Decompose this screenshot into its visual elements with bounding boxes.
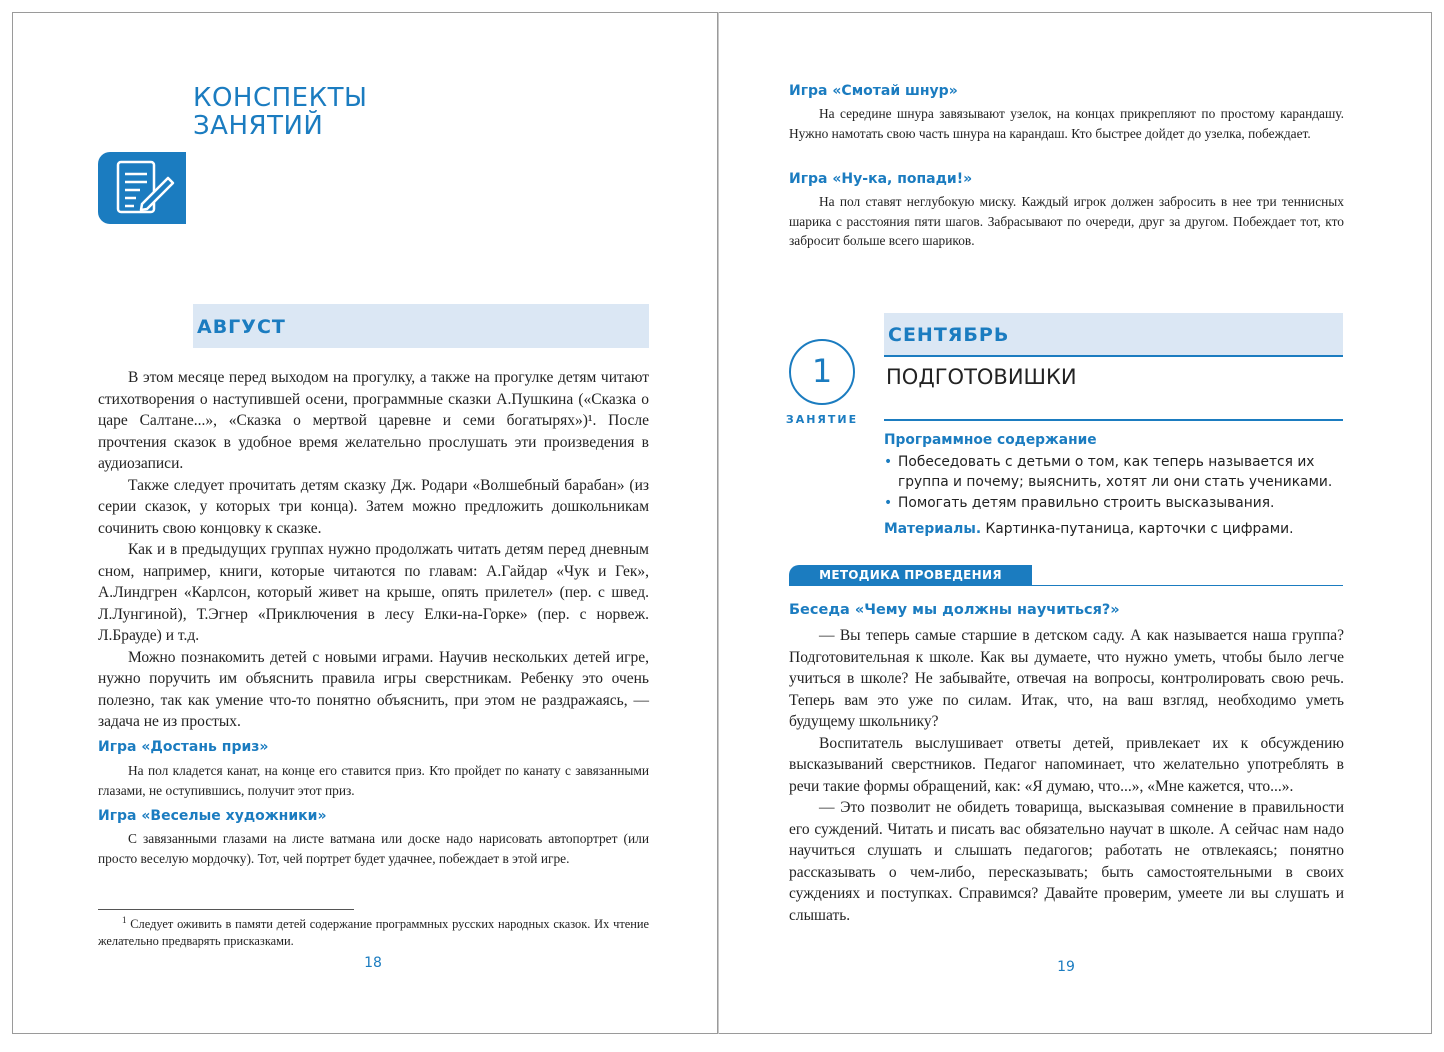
left-body-text	[98, 367, 649, 733]
footnote-text: Следует оживить в памяти детей содержание программных русских народных сказок. Их чтение желательно предварять присказками.	[98, 917, 649, 948]
section-heading	[193, 84, 367, 140]
spine	[718, 12, 719, 1034]
bullet-text: Побеседовать с детьми о том, как теперь называется их группа и почему; выяснить, хотят ли они стать учениками.	[898, 454, 1333, 490]
game-description: С завязанными глазами на листе ватмана или доске надо нарисовать автопортрет (или просто веселую мордочку). Тот, чей портрет будет удачнее, побеждает в этой игре.	[98, 831, 649, 866]
method-rule	[1032, 585, 1343, 586]
game-description: На середине шнура завязывают узелок, на концах прикрепляют по простому карандашу. Нужно намотать свою часть шнура на карандаш. Кто быстрее дойдет до узелка, побеждает.	[789, 106, 1344, 141]
page-number: 18	[364, 955, 382, 971]
month-band	[884, 313, 1343, 357]
right-body-text	[789, 625, 1344, 926]
materials-label: Материалы.	[884, 521, 982, 537]
method-tab	[789, 565, 1032, 586]
bullet-text: Помогать детям правильно строить высказывания.	[898, 495, 1275, 511]
game-text	[789, 192, 1344, 251]
group-rule	[884, 419, 1343, 421]
group-title: ПОДГОТОВИШКИ	[886, 365, 1077, 389]
game-title: Игра «Достань приз»	[98, 739, 269, 755]
lesson-badge	[789, 339, 855, 405]
game-text	[98, 761, 649, 800]
program-content	[884, 430, 1344, 539]
paragraph: Воспитатель выслушивает ответы детей, привлекает их к обсуждению высказываний сверстников. Педагог напоминает, что желательно употреблять в речи такие формы обращений, как: «Я думаю, что...», «Мне кажется, что...».	[789, 734, 1344, 795]
lesson-number: 1	[811, 352, 833, 390]
footnote-mark: 1	[122, 915, 127, 925]
paragraph: — Вы теперь самые старшие в детском саду. А как называется наша группа? Подготовительная к школе. Как вы думаете, что нужно уметь, чтобы было легче учиться в школе? Не забывайте, отвечая на вопросы, контролировать свою речь. Теперь вам это уже по силам. Итак, что, на ваш взгляд, необходимо уметь будущему школьнику?	[789, 627, 1344, 730]
month-title: СЕНТЯБРЬ	[888, 324, 1010, 346]
paragraph: Также следует прочитать детям сказку Дж. Родари «Волшебный барабан» (из серии сказок, у которых три конца). Затем можно предложить дошкольникам сочинить свою концовку к сказке.	[98, 476, 649, 537]
method-tab-label: МЕТОДИКА ПРОВЕДЕНИЯ	[819, 568, 1002, 582]
game-text	[789, 104, 1344, 143]
paragraph: — Это позволит не обидеть товарища, высказывая сомнение в правильности его суждений. Читать и писать вас обязательно научат в школе. А сейчас нам надо научиться слушать и слышать педагогов; работать не отвлекаясь; понятно рассказывать о чем-либо, пересказывать; быть самостоятельными в своих суждениях и поступках. Справимся? Давайте проверим, умеете ли вы слушать и слышать.	[789, 799, 1344, 924]
bullet-marker: •	[884, 495, 893, 511]
talk-title: Беседа «Чему мы должны научиться?»	[789, 602, 1120, 618]
bullet-item	[884, 452, 1344, 492]
game-title: Игра «Веселые художники»	[98, 808, 327, 824]
game-title: Игра «Смотай шнур»	[789, 83, 958, 99]
page-number: 19	[1057, 959, 1075, 975]
document-pencil-icon	[98, 152, 186, 224]
lesson-label: ЗАНЯТИЕ	[785, 413, 859, 426]
game-description: На пол ставят неглубокую миску. Каждый игрок должен забросить в нее три теннисных шарика с расстояния пяти шагов. Забрасывают по очереди, друг за другом. Побеждает тот, кто забросит больше всего шариков.	[789, 194, 1344, 248]
month-title: АВГУСТ	[197, 316, 286, 338]
notes-icon-box	[98, 152, 186, 224]
paragraph: Как и в предыдущих группах нужно продолжать читать детям перед дневным сном, например, книги, которые читаются по главам: А.Гайдар «Чук и Гек», А.Линдгрен «Карлсон, который живет на крыше, опять прилетел» (пер. с швед. Л.Лунгиной), Т.Эгнер «Приключения в лесу Елки-на-Горке» (пер. с норвеж. Л.Брауде) и т.д.	[98, 541, 649, 644]
program-title: Программное содержание	[884, 432, 1097, 448]
bullet-item	[884, 493, 1344, 513]
footnote	[98, 912, 649, 949]
game-text	[98, 829, 649, 868]
game-description: На пол кладется канат, на конце его ставится приз. Кто пройдет по канату с завязанными глазами, не оступившись, получит этот приз.	[98, 763, 649, 798]
section-heading-line1: КОНСПЕКТЫ	[193, 83, 368, 113]
month-band	[193, 304, 649, 348]
materials-text: Картинка-путаница, карточки с цифрами.	[985, 521, 1294, 537]
bullet-marker: •	[884, 454, 893, 470]
paragraph: Можно познакомить детей с новыми играми. Научив нескольких детей игре, нужно поручить им объяснить правила игры сверстникам. Ребенку это очень полезно, так как умение что-то понятно объяснить, при этом не раздражаясь, — задача не из простых.	[98, 648, 649, 730]
section-heading-line2: ЗАНЯТИЙ	[193, 111, 324, 141]
footnote-rule	[98, 909, 354, 910]
paragraph: В этом месяце перед выходом на прогулку, а также на прогулке детям читают стихотворения о наступившей осени, программные сказки А.Пушкина («Сказка о царе Салтане...», «Сказка о мертвой царевне и семи богатырях»)¹. После прочтения сказок в удобное время желательно прослушать эти произведения в аудиозаписи.	[98, 369, 649, 472]
materials	[884, 519, 1344, 539]
game-title: Игра «Ну-ка, попади!»	[789, 171, 973, 187]
